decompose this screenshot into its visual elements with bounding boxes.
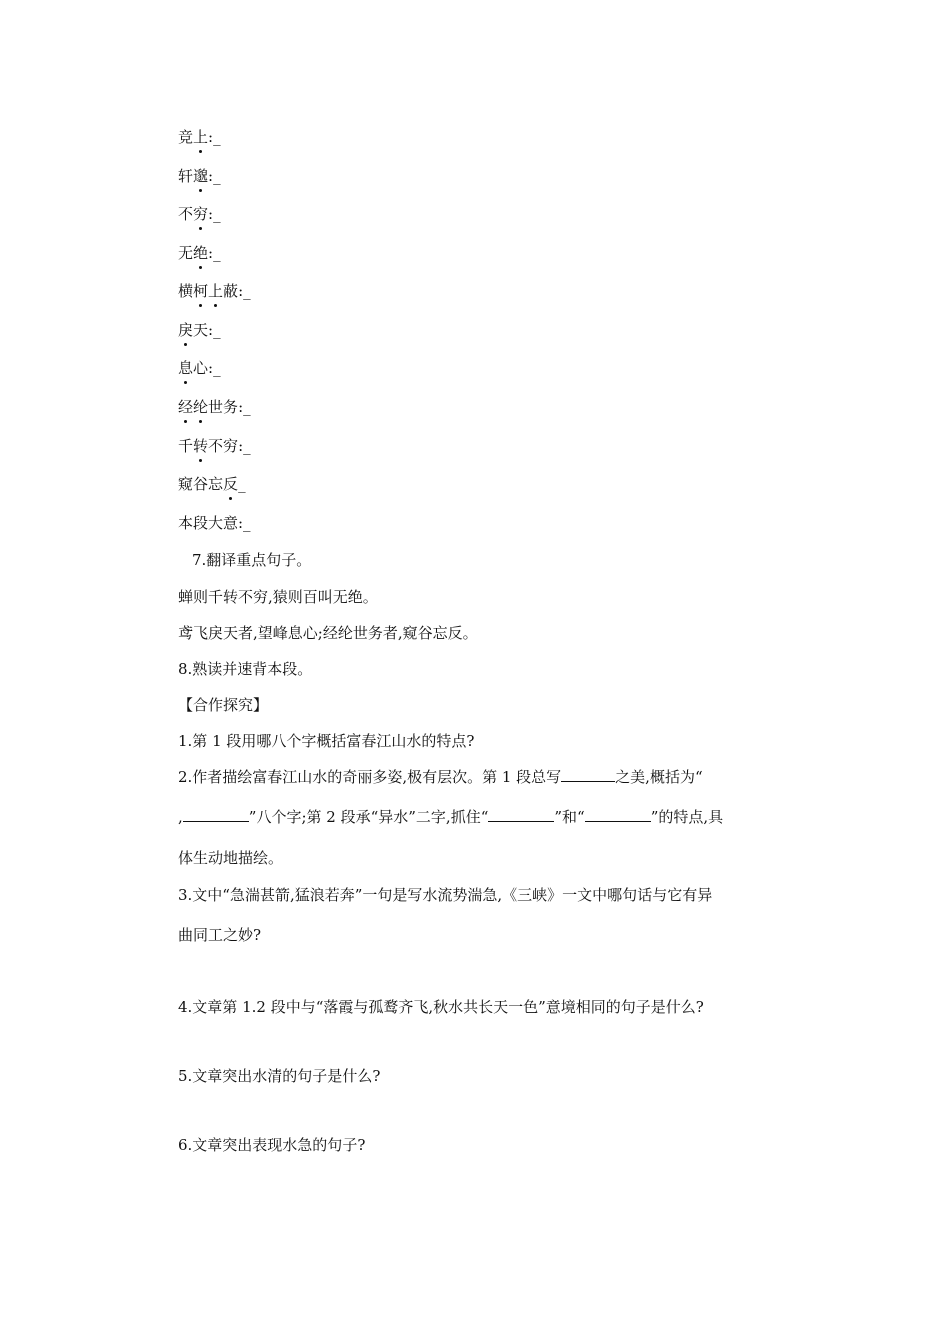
char: 横 (178, 282, 194, 300)
emphasized-char: 经 (178, 398, 194, 416)
char: 轩 (178, 167, 194, 185)
char: 世 (208, 398, 224, 416)
char: 窥 (178, 475, 194, 493)
answer-blank[interactable]: :_ (238, 282, 251, 300)
vocab-item (178, 436, 251, 456)
char: 千 (178, 437, 194, 455)
emphasized-char: 息 (178, 359, 194, 377)
char: 无 (178, 244, 194, 262)
emphasized-char: 穷 (193, 205, 209, 223)
cooperate-question-2-line3: 体生动地描绘。 (178, 849, 284, 867)
cooperate-question-5: 5.文章突出水清的句子是什么? (178, 1067, 381, 1085)
char: 不 (208, 437, 224, 455)
vocab-item (178, 204, 221, 224)
emphasized-char: 柯 (193, 282, 209, 300)
answer-blank[interactable]: :_ (238, 398, 251, 416)
q2-blank-4[interactable] (585, 807, 651, 822)
char: 忘 (208, 475, 224, 493)
emphasized-char: 纶 (193, 398, 209, 416)
emphasized-char: 转 (193, 437, 209, 455)
vocab-item (178, 127, 221, 147)
question-7: 7.翻译重点句子。 (192, 551, 312, 569)
answer-blank[interactable]: :_ (208, 244, 221, 262)
answer-blank[interactable]: :_ (208, 321, 221, 339)
question-8: 8.熟读并速背本段。 (178, 660, 313, 678)
vocab-item (178, 358, 221, 378)
q2-text-d: ”八个字;第 2 段承“异水”二字,抓住“ (248, 808, 489, 826)
char: 穷 (223, 437, 239, 455)
q2-text-f: ”的特点,具 (650, 808, 724, 826)
cooperate-question-3-line2: 曲同工之妙? (178, 926, 262, 944)
vocab-item (178, 243, 221, 263)
answer-blank[interactable]: _ (238, 475, 246, 493)
cooperate-question-4: 4.文章第 1.2 段中与“落霞与孤鹜齐飞,秋水共长天一色”意境相同的句子是什么? (178, 998, 704, 1016)
q2-text-a: 2.作者描绘富春江山水的奇丽多姿,极有层次。第 1 段总写 (178, 768, 562, 786)
vocab-item (178, 397, 251, 417)
section-title: 【合作探究】 (178, 696, 269, 714)
char: 竞 (178, 128, 194, 146)
main-idea-prompt: 本段大意:_ (178, 514, 251, 532)
char: 务 (223, 398, 239, 416)
sentence-1: 蝉则千转不穷,猿则百叫无绝。 (178, 588, 378, 606)
vocab-item (178, 320, 221, 340)
sentence-2: 鸢飞戾天者,望峰息心;经纶世务者,窥谷忘反。 (178, 624, 478, 642)
answer-blank[interactable]: :_ (208, 167, 221, 185)
emphasized-char: 绝 (193, 244, 209, 262)
vocab-item (178, 166, 221, 186)
cooperate-question-2-line2 (178, 807, 723, 827)
char: 不 (178, 205, 194, 223)
cooperate-question-6: 6.文章突出表现水急的句子? (178, 1136, 366, 1154)
answer-blank[interactable]: :_ (208, 128, 221, 146)
vocab-item (178, 281, 251, 301)
q2-blank-1[interactable] (561, 767, 615, 782)
cooperate-question-1: 1.第 1 段用哪八个字概括富春江山水的特点? (178, 732, 475, 750)
emphasized-char: 戾 (178, 321, 194, 339)
answer-blank[interactable]: :_ (208, 359, 221, 377)
q2-text-b: 之美,概括为“ (615, 768, 703, 786)
q2-blank-2[interactable] (183, 807, 249, 822)
emphasized-char: 邈 (193, 167, 209, 185)
answer-blank[interactable]: :_ (238, 437, 251, 455)
q2-text-c: , (178, 808, 183, 826)
char: 谷 (193, 475, 209, 493)
q2-text-e: ”和“ (554, 808, 585, 826)
cooperate-question-3-line1: 3.文中“急湍甚箭,猛浪若奔”一句是写水流势湍急,《三峡》一文中哪句话与它有异 (178, 886, 713, 904)
emphasized-char: 上 (208, 282, 224, 300)
emphasized-char: 上 (193, 128, 209, 146)
char: 心 (193, 359, 209, 377)
char: 天 (193, 321, 209, 339)
char: 蔽 (223, 282, 239, 300)
vocab-item (178, 474, 246, 494)
emphasized-char: 反 (223, 475, 239, 493)
cooperate-question-2-line1 (178, 767, 703, 787)
answer-blank[interactable]: :_ (208, 205, 221, 223)
q2-blank-3[interactable] (488, 807, 554, 822)
